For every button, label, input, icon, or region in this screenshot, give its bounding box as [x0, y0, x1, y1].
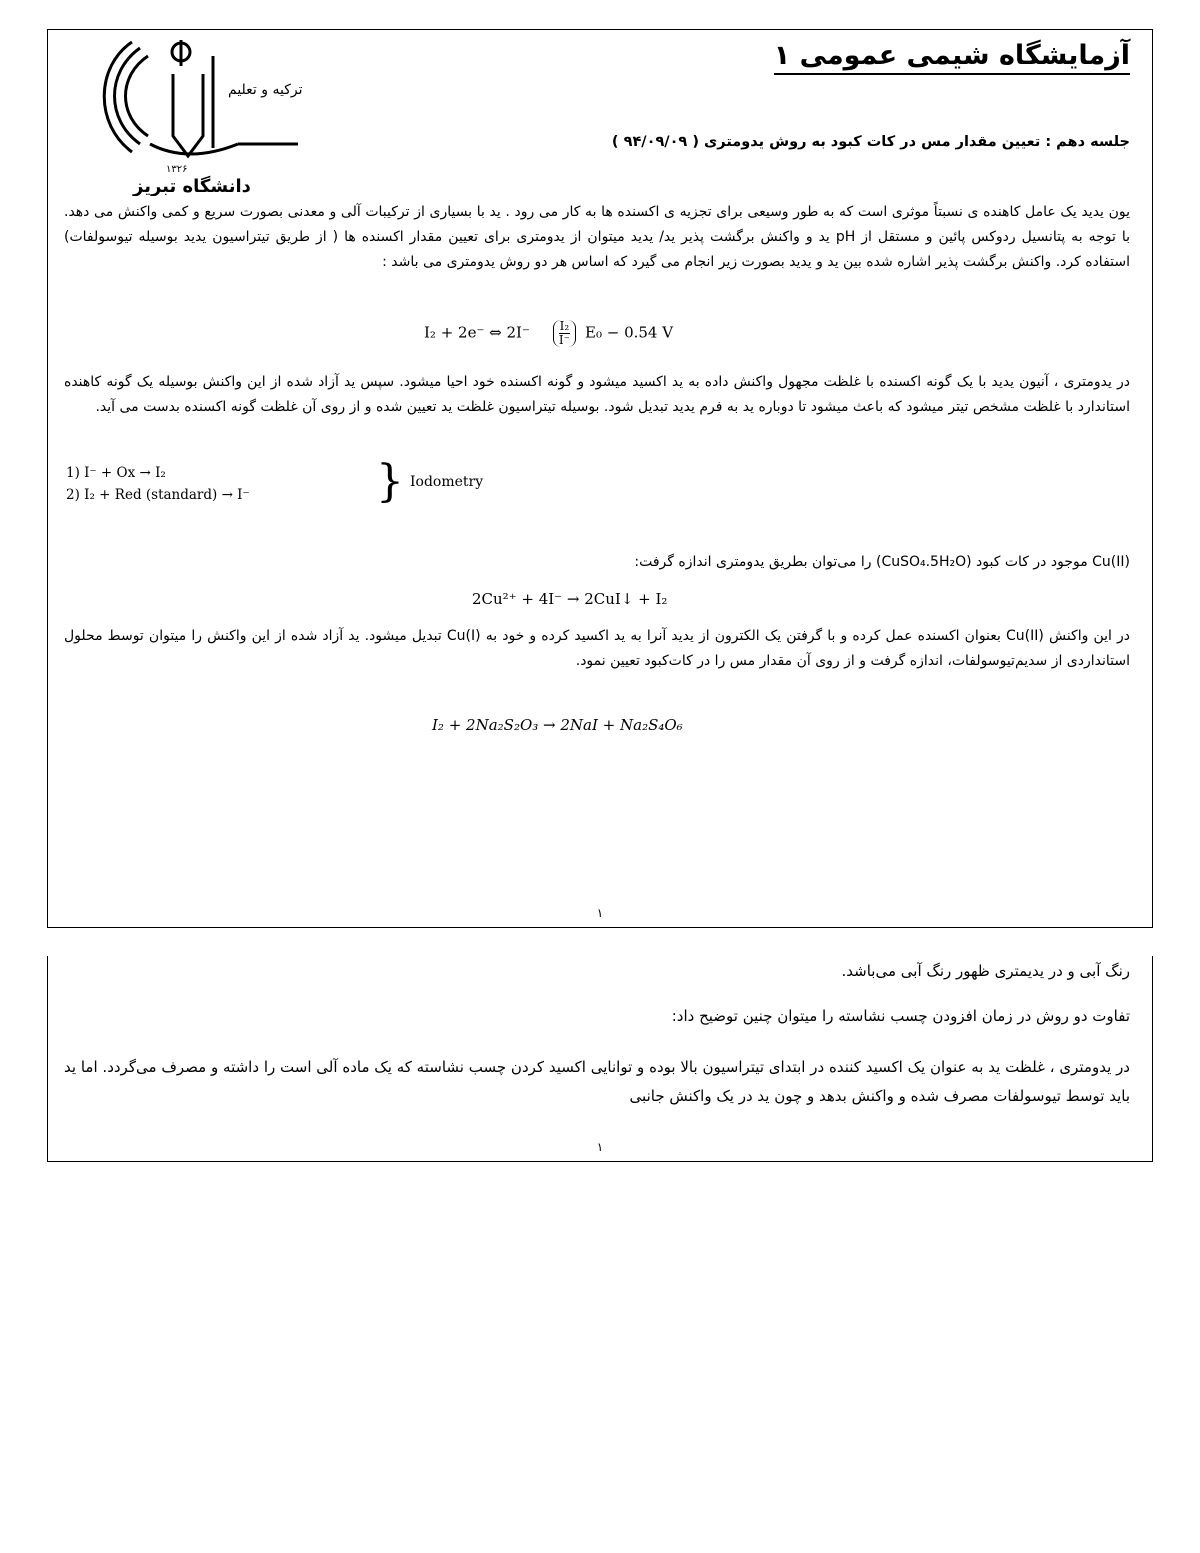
right-brace-icon: } — [376, 456, 404, 507]
logo-year: ۱۳۲۶ — [166, 164, 188, 175]
reaction-text: در این واکنش (Cu(II بعنوان اکسنده عمل کرده و با گرفتن یک الکترون از یدید آنرا به ید اکسید کرده و خود به (Cu(I تبدیل میشود. ید آزاد شده از این واکنش را میتوان توسط محلول استانداردی از سدیم‌تیوسولفات، اندازه گرفت و از روی آن مقدار مس را در کات‌کبود تعیین نمود. — [64, 628, 1130, 669]
page2-line-2: تفاوت دو روش در زمان افزودن چسب نشاسته را میتوان چنین توضیح داد: — [671, 1007, 1130, 1025]
eq1-fraction — [553, 320, 577, 347]
document-page-1 — [47, 29, 1153, 928]
intro-paragraph — [64, 200, 1130, 275]
iodometry-step-2: 2) I₂ + Red (standard) → I⁻ — [66, 487, 250, 503]
logo-name: دانشگاه تبریز — [133, 176, 251, 196]
iodometry-step-1: 1) I⁻ + Ox → I₂ — [66, 465, 166, 481]
reaction-paragraph — [64, 624, 1130, 674]
method-text: در یدومتری ، آنیون یدید با یک گونه اکسنده با غلظت مجهول واکنش داده به ید اکسید میشود و گونه اکسنده خود احیا میشود. سپس ید آزاد شده از این واکنش بوسیله یک گونه کاهنده استاندارد با غلظت مشخص تیتر میشود که باعث میشود تا دوباره ید به فرم یدید تبدیل شود. بوسیله تیتراسیون غلظت ید تعیین شده و از روی آن غلظت گونه اکسنده بدست می آید. — [64, 374, 1130, 415]
eq1-left: I₂ + 2e⁻ ⇔ 2I⁻ — [424, 323, 530, 342]
method-paragraph — [64, 370, 1130, 420]
iodometry-steps — [66, 462, 250, 506]
cu-text: Cu(II) موجود در کات کبود (CuSO₄.5H₂O) را می‌توان بطریق یدومتری اندازه گرفت: — [634, 554, 1130, 570]
page2-paragraph: در یدومتری ، غلظت ید به عنوان یک اکسید کننده در ابتدای تیتراسیون بالا بوده و توانایی اکسید کردن چسب نشاسته که یک ماده آلی است را داشته و مصرف می‌گردد. اما ید باید توسط تیوسولفات مصرف شده و واکنش بدهد و چون ید در یک واکنش جانبی — [64, 1058, 1130, 1105]
equation-iodine-reduction — [424, 320, 673, 347]
equation-copper-iodide: 2Cu²⁺ + 4I⁻ → 2CuI↓ + I₂ — [472, 590, 668, 608]
eq1-frac-den: I⁻ — [558, 333, 570, 347]
eq1-right: E₀ − 0.54 V — [585, 323, 674, 342]
iodometry-label: Iodometry — [410, 474, 484, 490]
eq1-frac-num: I₂ — [559, 319, 570, 333]
page-number: ۱ — [596, 906, 604, 920]
page-number: ۱ — [596, 1140, 604, 1154]
intro-text: یون یدید یک عامل کاهنده ی نسبتاً موثری است که به طور وسیعی برای تجزیه ی اکسنده ها به کار می رود . ید با بسیاری از ترکیبات آلی و معدنی بصورت سریع و کمی واکنش می دهد. با توجه به پتانسیل ردوکس پائین و مستقل از pH ید و واکنش برگشت پذیر ید/ یدید میتوان از یدومتری برای تعیین مقدار اکسنده ها ( از طریق تیتراسیون یدید بوسیله تیوسولفات) استفاده کرد. واکنش برگشت پذیر اشاره شده بین ید و یدید بصورت زیر انجام می گیرد که اساس هر دو روش یدومتری می باشد : — [64, 204, 1130, 270]
page-title: آزمایشگاه شیمی عمومی ۱ — [774, 40, 1130, 75]
logo-motto: ترکیه و تعلیم — [228, 82, 303, 98]
session-heading: جلسه دهم : تعیین مقدار مس در کات کبود به روش یدومتری ( ۹۴/۰۹/۰۹ ) — [611, 134, 1130, 150]
equation-thiosulfate: I₂ + 2Na₂S₂O₃ → 2NaI + Na₂S₄O₆ — [432, 716, 683, 734]
page2-line-1: رنگ آبی و در یدیمتری ظهور رنگ آبی می‌باشد. — [841, 962, 1130, 980]
university-logo — [78, 36, 348, 196]
document-page-2 — [47, 956, 1153, 1162]
cu-paragraph — [64, 550, 1130, 575]
